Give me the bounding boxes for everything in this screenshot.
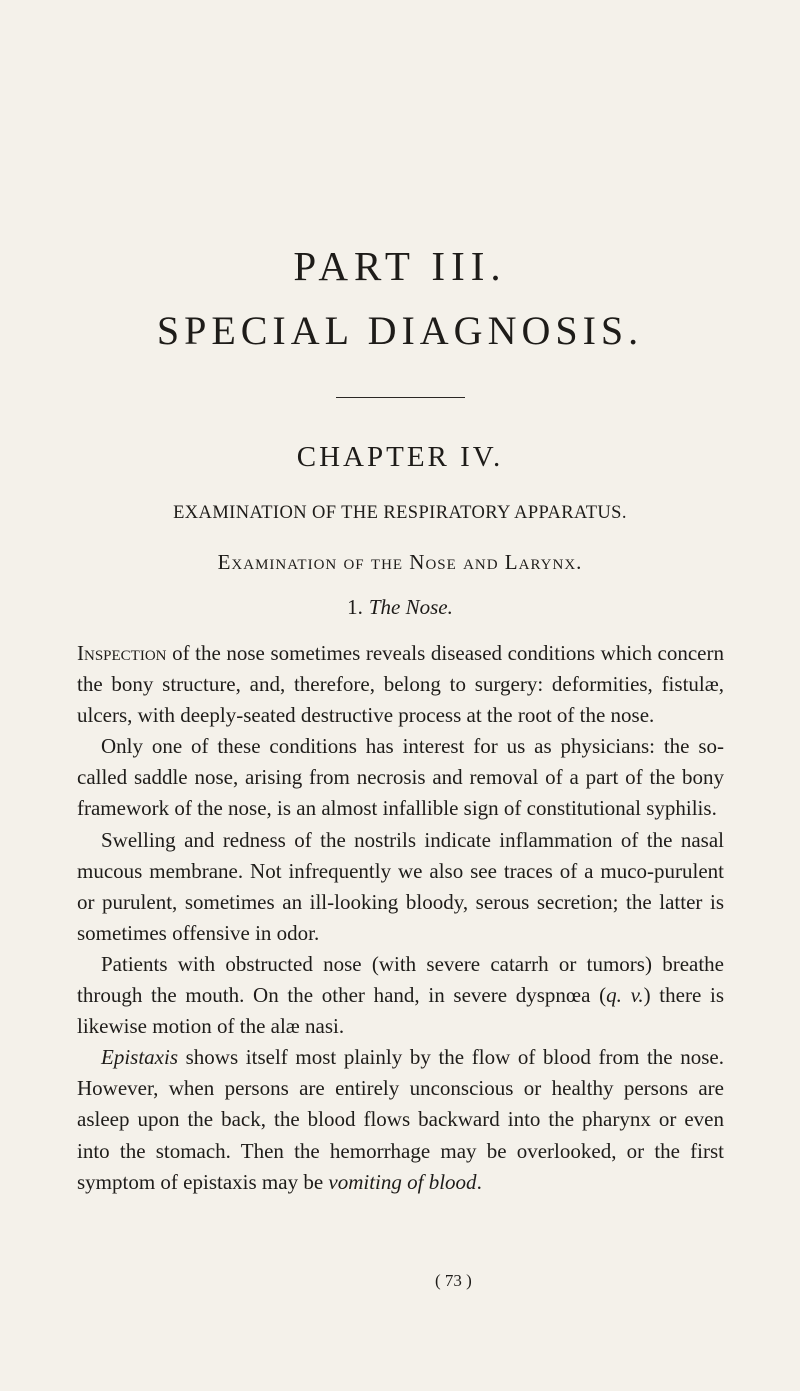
subsection-number: 1. — [347, 595, 363, 619]
title-divider — [336, 397, 465, 398]
paragraph-text: Only one of these conditions has interest for us as physicians: the so-called saddle nose, arising from necrosis and removal of a part of the bony framework of the nose, is an almost infallible sign of constitutional syphilis. — [77, 734, 724, 821]
book-title: SPECIAL DIAGNOSIS. — [156, 308, 644, 353]
paragraph-epistaxis — [77, 1042, 724, 1197]
qv-reference: q. v. — [606, 983, 644, 1008]
paragraph-swelling — [77, 825, 724, 949]
body-text — [77, 638, 724, 1198]
subsection-heading — [0, 597, 800, 618]
paragraph-lead-inspection: Inspection — [77, 641, 167, 665]
page-number: ( 73 ) — [435, 1271, 472, 1290]
chapter-title: CHAPTER IV. — [296, 441, 504, 473]
paragraph-text: ) there is likewise motion of the alæ nasi. — [77, 983, 724, 1039]
section-title: Examination of the Nose and Larynx. — [217, 550, 583, 574]
paragraph-text: of the nose sometimes reveals diseased conditions which concern the bony structure, and, therefore, belong to surgery: deformities, fistulæ, ulcers, with deeply-seated destructive process at the root of the nose. — [77, 641, 724, 728]
paragraph-text: Patients with obstructed nose (with severe catarrh or tumors) breathe through the mouth. On the other hand, in severe dyspnœa ( — [77, 951, 724, 1008]
emphasis-vomiting-blood: vomiting of blood — [328, 1169, 477, 1194]
paragraph-inspection — [77, 638, 724, 731]
paragraph-obstructed-nose — [77, 949, 724, 1042]
subsection-title: The Nose. — [368, 595, 453, 619]
paragraph-text: shows itself most plainly by the flow of blood from the nose. However, when persons are entirely unconscious or healthy persons are asleep upon the back, the blood flows backward into the pharynx or even into the stomach. Then the hemorrhage may be overlooked, or the first symptom of epistaxis may be — [77, 1045, 724, 1194]
chapter-subtitle: EXAMINATION OF THE RESPIRATORY APPARATUS. — [173, 503, 627, 523]
part-title: PART III. — [293, 243, 507, 289]
paragraph-saddle-nose — [77, 731, 724, 824]
paragraph-end: . — [476, 1169, 482, 1194]
paragraph-text: Swelling and redness of the nostrils indicate inflammation of the nasal mucous membrane. Not infrequently we also see traces of a muco-purulent or purulent, sometimes an ill-looking bloody, serous secretion; the latter is sometimes offensive in odor. — [77, 827, 724, 945]
paragraph-lead-epistaxis: Epistaxis — [101, 1045, 178, 1070]
